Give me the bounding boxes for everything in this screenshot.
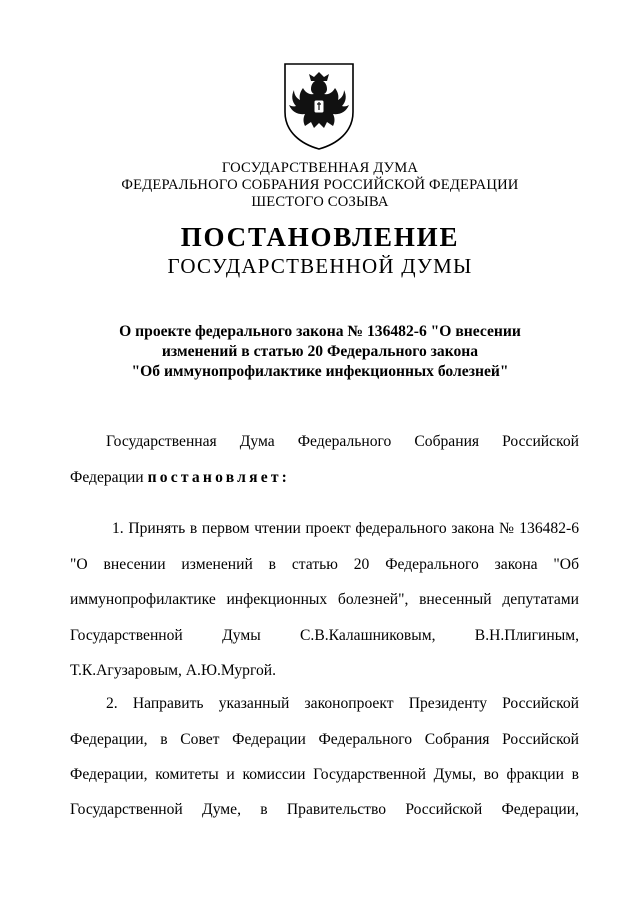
header-line-duma: ГОСУДАРСТВЕННАЯ ДУМА xyxy=(221,160,419,176)
item1-line-3: иммунопрофилактике инфекционных болезней", внесенный депутатами xyxy=(70,591,579,608)
item1-line-2: "О внесении изменений в статью 20 Федерального закона "Об xyxy=(70,556,579,573)
item2-line-4: Государственной Думе, в Правительство Российской Федерации, xyxy=(70,801,579,818)
subject-line-1: О проекте федерального закона № 136482-6 "О внесении xyxy=(119,323,521,340)
preamble-line-1: Государственная Дума Федерального Собрания Российской xyxy=(106,433,579,450)
coat-of-arms-emblem xyxy=(281,60,357,152)
preamble-federation-word: Федерации xyxy=(70,469,144,486)
item1-line-5: Т.К.Агузаровым, А.Ю.Мургой. xyxy=(70,662,276,679)
subject-line-3: "Об иммунопрофилактике инфекционных болезней" xyxy=(131,363,509,380)
document-title: ПОСТАНОВЛЕНИЕ xyxy=(180,222,460,252)
decree-word: постановляет: xyxy=(147,469,291,486)
document-subtitle: ГОСУДАРСТВЕННОЙ ДУМЫ xyxy=(167,254,473,278)
item2-line-2: Федерации, в Совет Федерации Федерального Собрания Российской xyxy=(70,731,579,748)
item1-line-1: 1. Принять в первом чтении проект федерального закона № 136482-6 xyxy=(112,520,579,537)
item1-line-4: Государственной Думы С.В.Калашниковым, В.Н.Плигиным, xyxy=(70,627,579,644)
item2-line-1: 2. Направить указанный законопроект Президенту Российской xyxy=(106,695,579,712)
header-line-convocation: ШЕСТОГО СОЗЫВА xyxy=(251,194,389,210)
item2-line-3: Федерации, комитеты и комиссии Государственной Думы, во фракции в xyxy=(70,766,579,783)
header-line-assembly: ФЕДЕРАЛЬНОГО СОБРАНИЯ РОССИЙСКОЙ ФЕДЕРАЦИИ xyxy=(121,177,519,193)
subject-line-2: изменений в статью 20 Федерального закона xyxy=(161,343,479,360)
preamble-line-2 xyxy=(70,467,290,489)
